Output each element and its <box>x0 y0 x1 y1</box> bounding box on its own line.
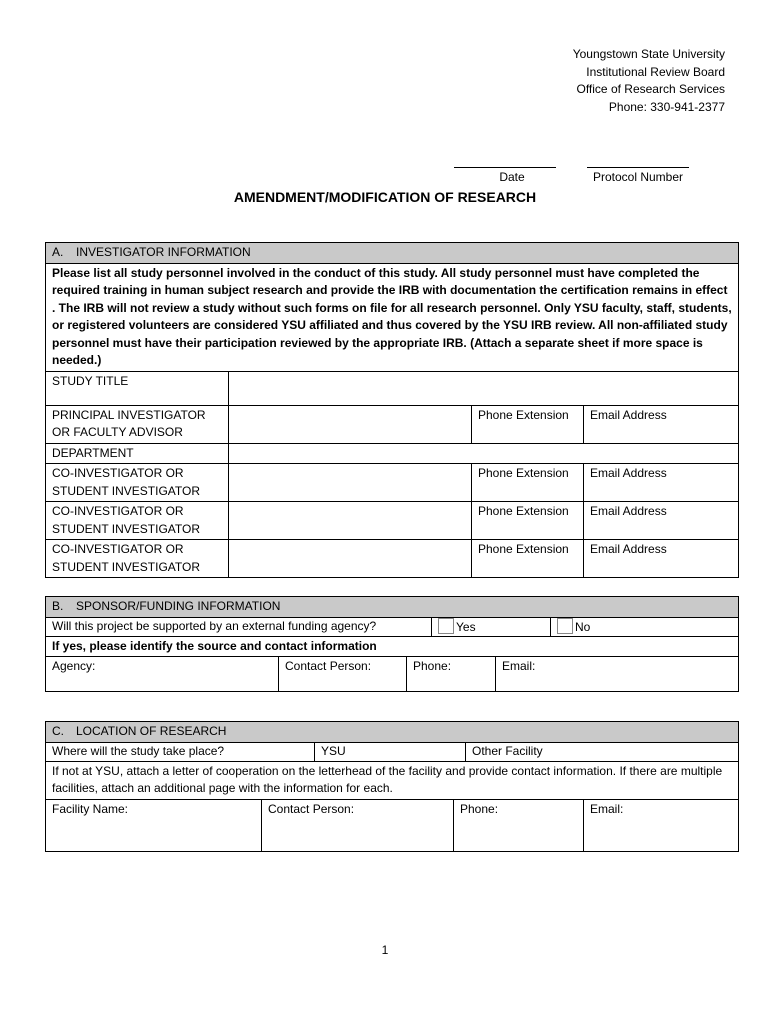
date-line <box>454 155 556 168</box>
funding-yes-option[interactable] <box>432 618 551 636</box>
section-c-letter: C. <box>52 724 64 738</box>
protocol-line <box>587 155 689 168</box>
department-input[interactable] <box>229 443 739 464</box>
section-a-instructions: Please list all study personnel involved in the conduct of this study. All study personnel must have completed the required training in human subject research and provide the IRB with documentation the certification remains in effect . The IRB will not review a study without such forms on file for all research personnel. Only YSU faculty, staff, students, or registered volunteers are considered YSU affiliated and thus covered by the YSU IRB review. All non-affiliated study personnel must have their participation reviewed by the appropriate IRB. (Attach a separate sheet if more space is needed.) <box>46 263 739 371</box>
section-c-heading: LOCATION OF RESEARCH <box>76 724 227 738</box>
facility-phone-field[interactable]: Phone: <box>454 799 584 851</box>
sponsor-email-field[interactable]: Email: <box>496 657 739 692</box>
section-a-letter: A. <box>52 245 64 259</box>
co-investigator-phone-extension-2[interactable]: Phone Extension <box>472 502 584 540</box>
location-table <box>45 721 739 852</box>
section-c-header <box>46 722 739 743</box>
section-b-letter: B. <box>52 599 64 613</box>
location-other-option[interactable]: Other Facility <box>472 743 543 758</box>
date-field[interactable] <box>453 155 557 184</box>
sponsor-funding-table <box>45 596 739 692</box>
board-name: Institutional Review Board <box>586 64 725 79</box>
facility-name-field[interactable]: Facility Name: <box>46 799 262 851</box>
location-question-row <box>46 742 739 761</box>
department-label: DEPARTMENT <box>46 443 229 464</box>
co-investigator-email-1[interactable]: Email Address <box>584 464 739 502</box>
pi-email[interactable]: Email Address <box>584 405 739 443</box>
co-investigator-email-3[interactable]: Email Address <box>584 540 739 578</box>
protocol-label: Protocol Number <box>592 170 684 184</box>
document-title: AMENDMENT/MODIFICATION OF RESEARCH <box>233 189 537 205</box>
study-title-label: STUDY TITLE <box>46 371 229 405</box>
co-investigator-label-2: CO-INVESTIGATOR OR STUDENT INVESTIGATOR <box>46 502 229 540</box>
co-investigator-name-input-1[interactable] <box>229 464 472 502</box>
no-checkbox[interactable] <box>557 618 573 634</box>
co-investigator-email-2[interactable]: Email Address <box>584 502 739 540</box>
facility-contact-field[interactable]: Contact Person: <box>262 799 454 851</box>
university-name: Youngstown State University <box>572 47 725 61</box>
pi-label: PRINCIPAL INVESTIGATOR OR FACULTY ADVISOR <box>46 405 229 443</box>
facility-email-field[interactable]: Email: <box>584 799 739 851</box>
sponsor-contact-field[interactable]: Contact Person: <box>279 657 407 692</box>
no-label: No <box>575 619 591 634</box>
investigator-info-table <box>45 242 739 578</box>
office-header <box>573 46 725 116</box>
funding-question: Will this project be supported by an external funding agency? <box>46 618 432 636</box>
agency-field[interactable]: Agency: <box>46 657 279 692</box>
date-label: Date <box>499 170 525 184</box>
section-a-header <box>46 243 739 264</box>
co-investigator-name-input-3[interactable] <box>229 540 472 578</box>
page-number: 1 <box>381 943 389 957</box>
pi-phone-extension[interactable]: Phone Extension <box>472 405 584 443</box>
sponsor-phone-field[interactable]: Phone: <box>407 657 496 692</box>
location-question: Where will the study take place? <box>46 743 315 761</box>
funding-no-option[interactable] <box>551 618 738 636</box>
location-note: If not at YSU, attach a letter of cooperation on the letterhead of the facility and provide contact information. If there are multiple facilities, attach an additional page with the information for each. <box>46 761 739 799</box>
section-b-heading: SPONSOR/FUNDING INFORMATION <box>76 599 281 613</box>
co-investigator-phone-extension-1[interactable]: Phone Extension <box>472 464 584 502</box>
funding-identify-note: If yes, please identify the source and contact information <box>46 636 739 657</box>
pi-name-input[interactable] <box>229 405 472 443</box>
study-title-input[interactable] <box>229 371 739 405</box>
yes-checkbox[interactable] <box>438 618 454 634</box>
yes-label: Yes <box>456 619 476 634</box>
office-phone: Phone: 330-941-2377 <box>608 99 725 114</box>
protocol-number-field[interactable] <box>586 155 690 184</box>
location-ysu-option[interactable]: YSU <box>315 743 466 761</box>
office-name: Office of Research Services <box>576 82 725 96</box>
co-investigator-name-input-2[interactable] <box>229 502 472 540</box>
section-a-heading: INVESTIGATOR INFORMATION <box>76 245 251 259</box>
funding-question-row <box>46 617 739 636</box>
co-investigator-label-3: CO-INVESTIGATOR OR STUDENT INVESTIGATOR <box>46 540 229 578</box>
co-investigator-label-1: CO-INVESTIGATOR OR STUDENT INVESTIGATOR <box>46 464 229 502</box>
section-b-header <box>46 597 739 618</box>
co-investigator-phone-extension-3[interactable]: Phone Extension <box>472 540 584 578</box>
